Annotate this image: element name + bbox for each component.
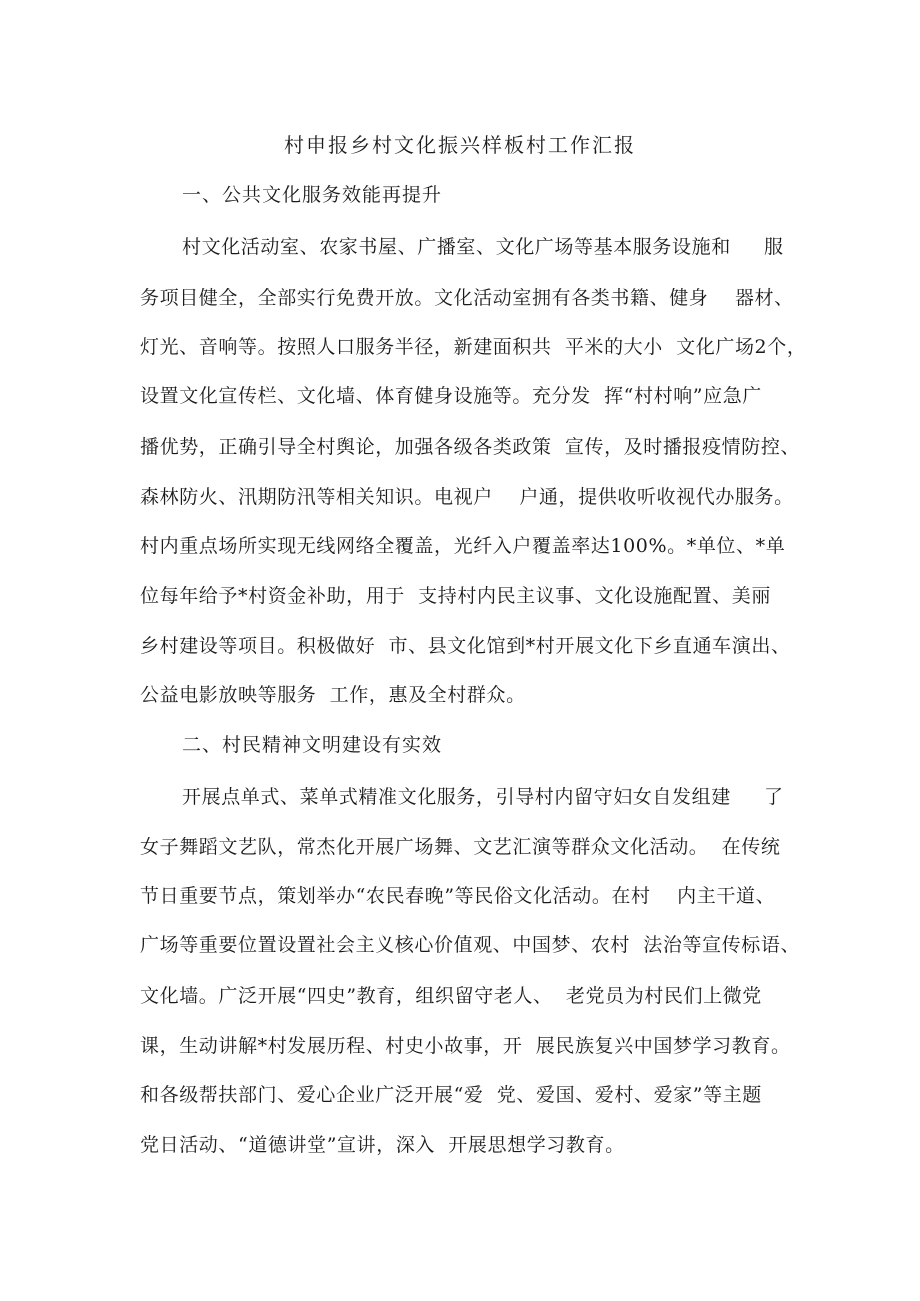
section-1-heading: 一、公共文化服务效能再提升	[182, 184, 443, 206]
document-title: 村申报乡村文化振兴样板村工作汇报	[284, 133, 636, 157]
paragraph-line: 村文化活动室、农家书屋、广播室、文化广场等基本服务设施和 服	[182, 236, 784, 258]
paragraph-line: 开展点单式、菜单式精准文化服务，引导村内留守妇女自发组建 了	[182, 786, 784, 808]
paragraph-line: 播优势，正确引导全村舆论，加强各级各类政策 宣传，及时播报疫情防控、	[140, 436, 801, 458]
paragraph-line: 位每年给予*村资金补助，用于 支持村内民主议事、文化设施配置、美丽	[140, 585, 771, 607]
paragraph-line: 森林防火、汛期防汛等相关知识。电视户 户通，提供收听收视代办服务。	[140, 486, 794, 508]
section-2-heading: 二、村民精神文明建设有实效	[182, 734, 443, 756]
paragraph-line: 广场等重要位置设置社会主义核心价值观、中国梦、农村 法治等宣传标语、	[140, 934, 801, 956]
paragraph-line: 公益电影放映等服务 工作，惠及全村群众。	[140, 684, 526, 706]
paragraph-line: 务项目健全，全部实行免费开放。文化活动室拥有各类书籍、健身 器材、	[140, 287, 794, 309]
paragraph-line: 和各级帮扶部门、爱心企业广泛开展“爱 党、爱国、爱村、爱家”等主题	[140, 1084, 762, 1106]
paragraph-line: 课，生动讲解*村发展历程、村史小故事，开 展民族复兴中国梦学习教育。	[140, 1035, 791, 1057]
paragraph-line: 党日活动、“道德讲堂”宣讲，深入 开展思想学习教育。	[140, 1134, 625, 1156]
paragraph-line: 乡村建设等项目。积极做好 市、县文化馆到*村开展文化下乡直通车演出、	[140, 635, 791, 657]
paragraph-line: 设置文化宣传栏、文化墙、体育健身设施等。充分发 挥“村村响”应急广	[140, 385, 762, 407]
paragraph-line: 节日重要节点，策划举办“农民春晚”等民俗文化活动。在村 内主干道、	[140, 885, 776, 907]
paragraph-line: 文化墙。广泛开展“四史”教育，组织留守老人、 老党员为村民们上微党	[140, 985, 762, 1007]
paragraph-line: 灯光、音响等。按照人口服务半径，新建面积共 平米的大小 文化广场2个，	[140, 336, 807, 358]
paragraph-line: 村内重点场所实现无线网络全覆盖，光纤入户覆盖率达100%。*单位、*单	[140, 535, 786, 557]
paragraph-line: 女子舞蹈文艺队，常杰化开展广场舞、文艺汇演等群众文化活动。 在传统	[140, 836, 781, 858]
